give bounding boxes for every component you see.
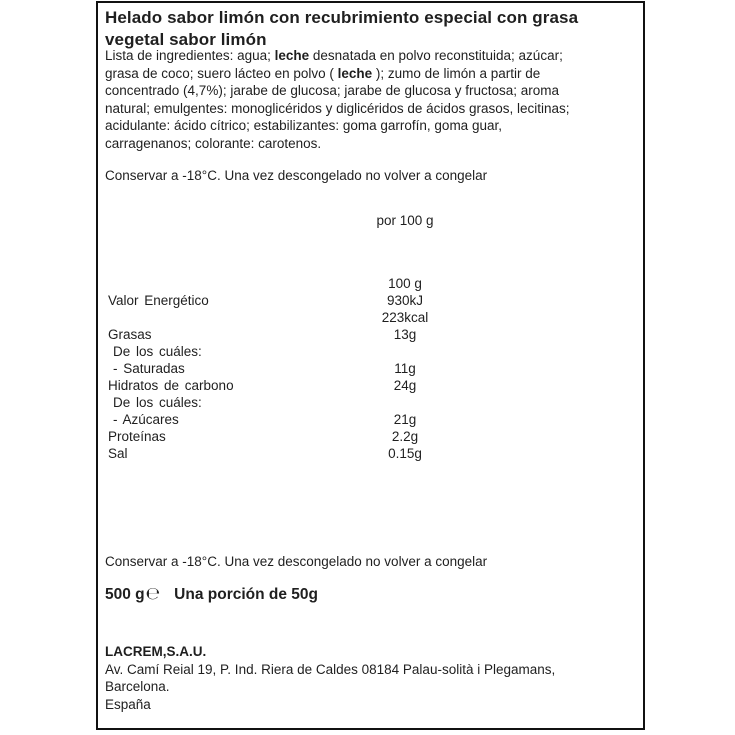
manufacturer-address-line: Av. Camí Reial 19, P. Ind. Riera de Caldes 08184 Palau-solità i Plegamans, bbox=[105, 661, 556, 677]
nutrition-row-sugars: - Azúcares 21g bbox=[113, 412, 417, 427]
ingredients-line: Lista de ingredientes: agua; leche desnatada en polvo reconstituida; azúcar; bbox=[105, 48, 563, 63]
nutrition-row-of-which-carbs: De los cuáles: bbox=[113, 395, 202, 410]
manufacturer-address-line: España bbox=[105, 696, 151, 712]
portion-size: Una porción de 50g bbox=[174, 586, 319, 603]
nutrition-row-serving: 100 g bbox=[388, 276, 422, 291]
manufacturer-info bbox=[105, 643, 555, 713]
ingredients-line: grasa de coco; suero lácteo en polvo ( leche ); zumo de limón a partir de bbox=[105, 65, 541, 81]
nutrition-row-of-which-fat: De los cuáles: bbox=[113, 344, 202, 359]
nutrition-row-salt: Sal 0.15g bbox=[108, 446, 422, 461]
ingredients-line: acidulante: ácido cítrico; estabilizantes: goma garrofín, goma guar, bbox=[105, 118, 502, 133]
product-label-box bbox=[96, 1, 645, 730]
nutrition-column-header: por 100 g bbox=[376, 213, 434, 228]
net-weight-amount: 500 g bbox=[105, 586, 145, 603]
ingredients-line: concentrado (4,7%); jarabe de glucosa; jarabe de glucosa y fructosa; aroma bbox=[105, 83, 560, 98]
nutrition-row-energy-kj: Valor Energético 930kJ bbox=[108, 293, 424, 308]
ingredients-line: natural; emulgentes: monoglicéridos y diglicéridos de ácidos grasos, lecitinas; bbox=[105, 100, 570, 116]
ingredients-line: carragenanos; colorante: carotenos. bbox=[105, 135, 322, 151]
allergen-highlight: leche bbox=[337, 65, 373, 81]
nutrition-row-energy-kcal: 223kcal bbox=[381, 310, 429, 325]
ingredients-list bbox=[105, 47, 570, 152]
nutrition-row-protein: Proteínas 2.2g bbox=[108, 429, 419, 444]
estimated-sign-icon: ℮ bbox=[145, 584, 161, 604]
nutrition-row-carbohydrate: Hidratos de carbono 24g bbox=[108, 378, 417, 393]
nutrition-row-saturates: - Saturadas 11g bbox=[113, 361, 416, 376]
storage-instruction: Conservar a -18°C. Una vez descongelado no volver a congelar bbox=[105, 168, 488, 183]
nutrition-table bbox=[105, 275, 625, 462]
allergen-highlight: leche bbox=[274, 48, 310, 63]
storage-instruction-repeat: Conservar a -18°C. Una vez descongelado no volver a congelar bbox=[105, 554, 488, 569]
product-title: Helado sabor limón con recubrimiento especial con grasa vegetal sabor limón bbox=[105, 8, 579, 49]
manufacturer-address-line: Barcelona. bbox=[105, 679, 170, 694]
manufacturer-name: LACREM,S.A.U. bbox=[105, 644, 207, 659]
net-weight-line bbox=[105, 584, 318, 604]
nutrition-row-fat: Grasas 13g bbox=[108, 327, 417, 342]
